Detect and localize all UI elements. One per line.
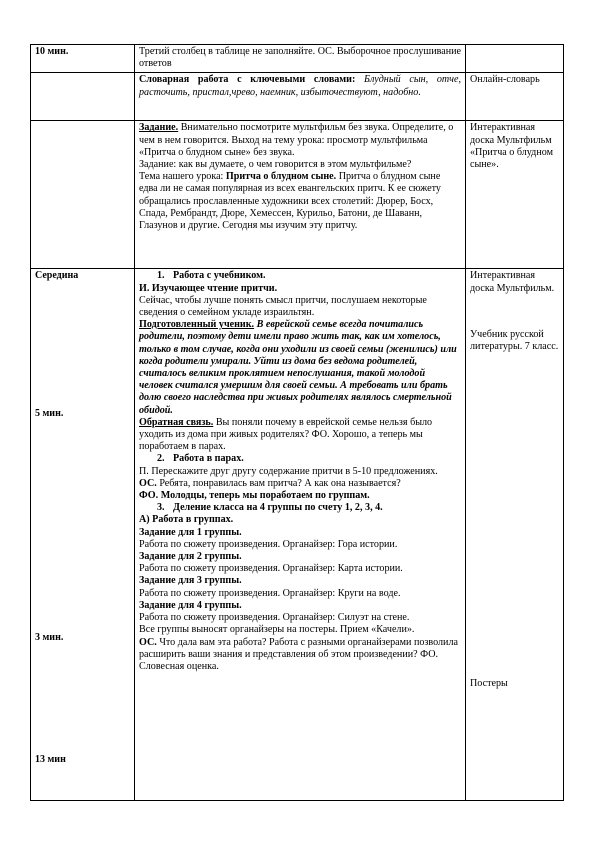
vocabulary-title: Словарная работа с ключевыми словами: xyxy=(139,74,356,86)
resource-text: Постеры xyxy=(470,678,508,690)
time-cell xyxy=(31,73,135,121)
prepared-student-text: В еврейской семье всегда почитались родители, поэтому дети имели право жить так, как им хотелось, только в том случае, когда они уходили из своей семьи (женились) или когда родители умирали. Уйти из дома без ведома родителей, считалось великим проклятием непослушания, такой молодой человек считался умершим для своей семьи. А требовать или брать долю своего наследства при живых родителях являлось смертельной обидой. xyxy=(139,319,457,416)
topic-title: Притча о блудном сыне. xyxy=(225,171,337,183)
resource-cell xyxy=(466,269,564,801)
vocabulary-words: Блудный сын, отче, расточить, пристал,чрево, наемник, избыточествуют, надобно. xyxy=(139,74,461,98)
stage-label: Середина xyxy=(35,270,79,282)
time-label: 10 мин. xyxy=(35,46,69,57)
item-number: 2. xyxy=(157,453,165,465)
table-row xyxy=(31,45,564,73)
item-title: Деление класса на 4 группы по счету 1, 2, 3, 4. xyxy=(173,502,383,514)
topic-description: Притча о блудном сыне едва ли не самая популярная из всех евангельских притч. К ее сюжету обращались прославленные художники всех столетий: Дюрер, Босх, Спада, Рембрандт, Дюре, Хемессен, Курильо, Батони, де Шаванн, Глазунов и другие. Сегодня мы изучим эту притчу. xyxy=(139,171,441,232)
activity-cell xyxy=(135,73,466,121)
os-text: Что дала вам эта работа? Работа с разными органайзерами позволила расширить ваши знания и представления об этом произведении? ФО. Словесная оценка. xyxy=(139,636,458,672)
group-label: Задание для 1 группы. xyxy=(139,526,242,538)
group-label: Задание для 3 группы. xyxy=(139,575,242,587)
topic-prefix: Тема нашего урока: xyxy=(139,171,224,183)
activity-cell xyxy=(135,45,466,73)
group-text: Работа по сюжету произведения. Органайзер: Силуэт на стене. xyxy=(139,612,410,624)
time-label-2: 3 мин. xyxy=(35,632,64,644)
groups-title: А) Работа в группах. xyxy=(139,514,234,526)
feedback-text: Вы поняли почему в еврейской семье нельзя было уходить из дома при живых родителях? ФО. Хорошо, а теперь мы поработаем в парах. xyxy=(139,416,433,453)
pairs-task: П. Перескажите друг другу содержание притчи в 5-10 предложениях. xyxy=(139,465,438,477)
activity-cell xyxy=(135,269,466,801)
task-label: Задание. xyxy=(139,122,179,134)
resource-text: Учебник русской литературы. 7 класс. xyxy=(470,328,559,353)
paragraph: Сейчас, чтобы лучше понять смысл притчи, послушаем некоторые сведения о семейном укладе израильтян. xyxy=(139,294,427,319)
os-label: ОС. xyxy=(139,477,157,489)
table-row xyxy=(31,73,564,121)
resource-cell xyxy=(466,73,564,121)
feedback-label: Обратная связь. xyxy=(139,416,214,428)
item-title: Работа в парах. xyxy=(173,453,244,465)
group-text: Работа по сюжету произведения. Органайзер: Карта истории. xyxy=(139,563,403,575)
group-label: Задание для 2 группы. xyxy=(139,551,242,563)
group-text: Работа по сюжету произведения. Органайзер: Круги на воде. xyxy=(139,587,401,599)
os-text: Ребята, понравилась вам притча? А как она называется? xyxy=(159,477,401,489)
fo-text: ФО. Молодцы, теперь мы поработаем по группам. xyxy=(139,490,370,502)
resource-text: Интерактивная доска Мультфильм. xyxy=(470,270,555,294)
activity-cell xyxy=(135,121,466,269)
stage-cell xyxy=(31,269,135,801)
time-label-3: 13 мин xyxy=(35,754,66,766)
question-text: Задание: как вы думаете, о чем говорится в этом мультфильме? xyxy=(139,159,412,171)
subheading: И. Изучающее чтение притчи. xyxy=(139,282,278,294)
os-label: ОС. xyxy=(139,636,157,648)
task-text: Внимательно посмотрите мультфильм без звука. Определите, о чем в нем говорится. Выход на тему урока: просмотр мультфильма «Притча о блудном сыне» без звука. xyxy=(139,122,454,158)
group-label: Задание для 4 группы. xyxy=(139,599,242,611)
lesson-plan-table xyxy=(30,44,564,801)
resource-cell xyxy=(466,45,564,73)
time-label-1: 5 мин. xyxy=(35,408,64,420)
resource-text: Интерактивная доска Мультфильм «Притча о блудном сыне». xyxy=(470,122,553,171)
item-number: 1. xyxy=(157,270,165,282)
table-row xyxy=(31,121,564,269)
table-row xyxy=(31,269,564,801)
resource-cell xyxy=(466,121,564,269)
activity-text: Третий столбец в таблице не заполняйте. ОС. Выборочное прослушивание ответов xyxy=(139,46,461,70)
time-cell xyxy=(31,45,135,73)
item-number: 3. xyxy=(157,502,165,514)
prepared-student-label: Подготовленный ученик. xyxy=(139,319,255,331)
group-text: Работа по сюжету произведения. Органайзер: Гора истории. xyxy=(139,538,398,550)
time-cell xyxy=(31,121,135,269)
resource-text: Онлайн-словарь xyxy=(470,74,540,86)
paragraph: Все группы выносят органайзеры на постеры. Прием «Качели». xyxy=(139,624,415,636)
item-title: Работа с учебником. xyxy=(173,270,266,282)
